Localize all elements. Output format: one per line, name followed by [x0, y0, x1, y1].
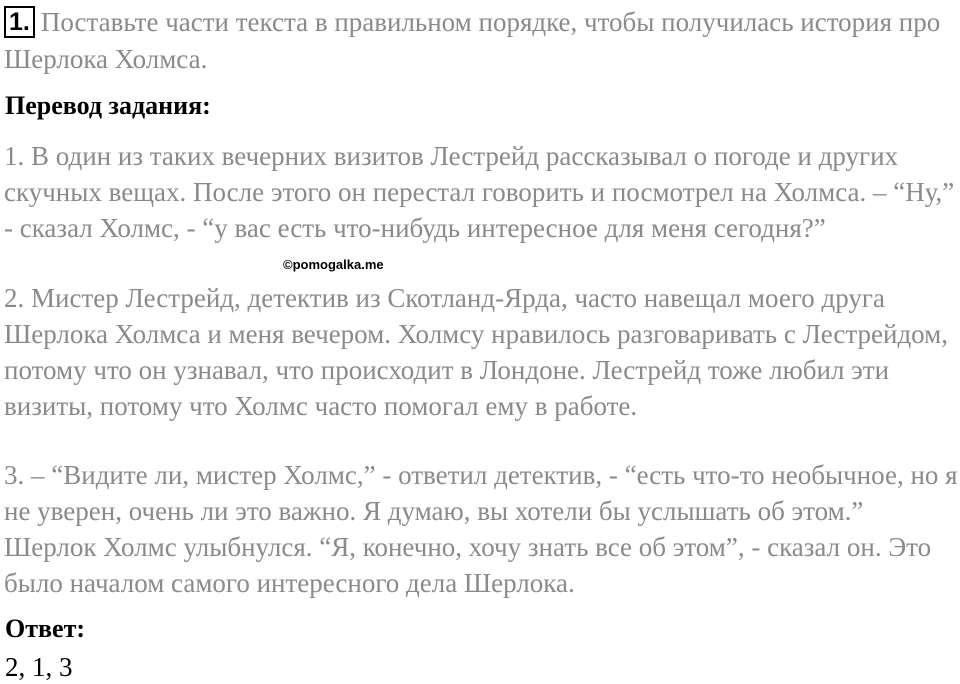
task-number: 1.: [4, 6, 35, 38]
task-statement: [4, 4, 958, 78]
task-text: Поставьте части текста в правильном порядке, чтобы получилась история про Шерлока Холмса.: [4, 7, 941, 74]
answer-value: 2, 1, 3: [5, 652, 73, 682]
translation-heading: Перевод задания:: [5, 91, 211, 120]
paragraph-2: 2. Мистер Лестрейд, детектив из Скотланд-Ярда, часто навещал моего друга Шерлока Холмса и меня вечером. Холмсу нравилось разговаривать с Лестрейдом, потому что он узнавал, что происходит в Лондоне. Лестрейд тоже любил эти визиты, потому что Холмс часто помогал ему в работе.: [4, 283, 948, 421]
paragraph-1: 1. В один из таких вечерних визитов Лестрейд рассказывал о погоде и других скучных вещах. После этого он перестал говорить и посмотрел на Холмса. – “Ну,” - сказал Холмс, - “у вас есть что-нибудь интересное для меня сегодня?”: [4, 141, 955, 243]
answer-heading: Ответ:: [5, 614, 86, 643]
watermark: ©pomogalka.me: [283, 257, 384, 272]
paragraph-3: 3. – “Видите ли, мистер Холмс,” - ответил детектив, - “есть что-то необычное, но я не уверен, очень ли это важно. Я думаю, вы хотели бы услышать об этом.” Шерлок Холмс улыбнулся. “Я, конечно, хочу знать все об этом”, - сказал он. Это было началом самого интересного дела Шерлока.: [4, 460, 958, 598]
